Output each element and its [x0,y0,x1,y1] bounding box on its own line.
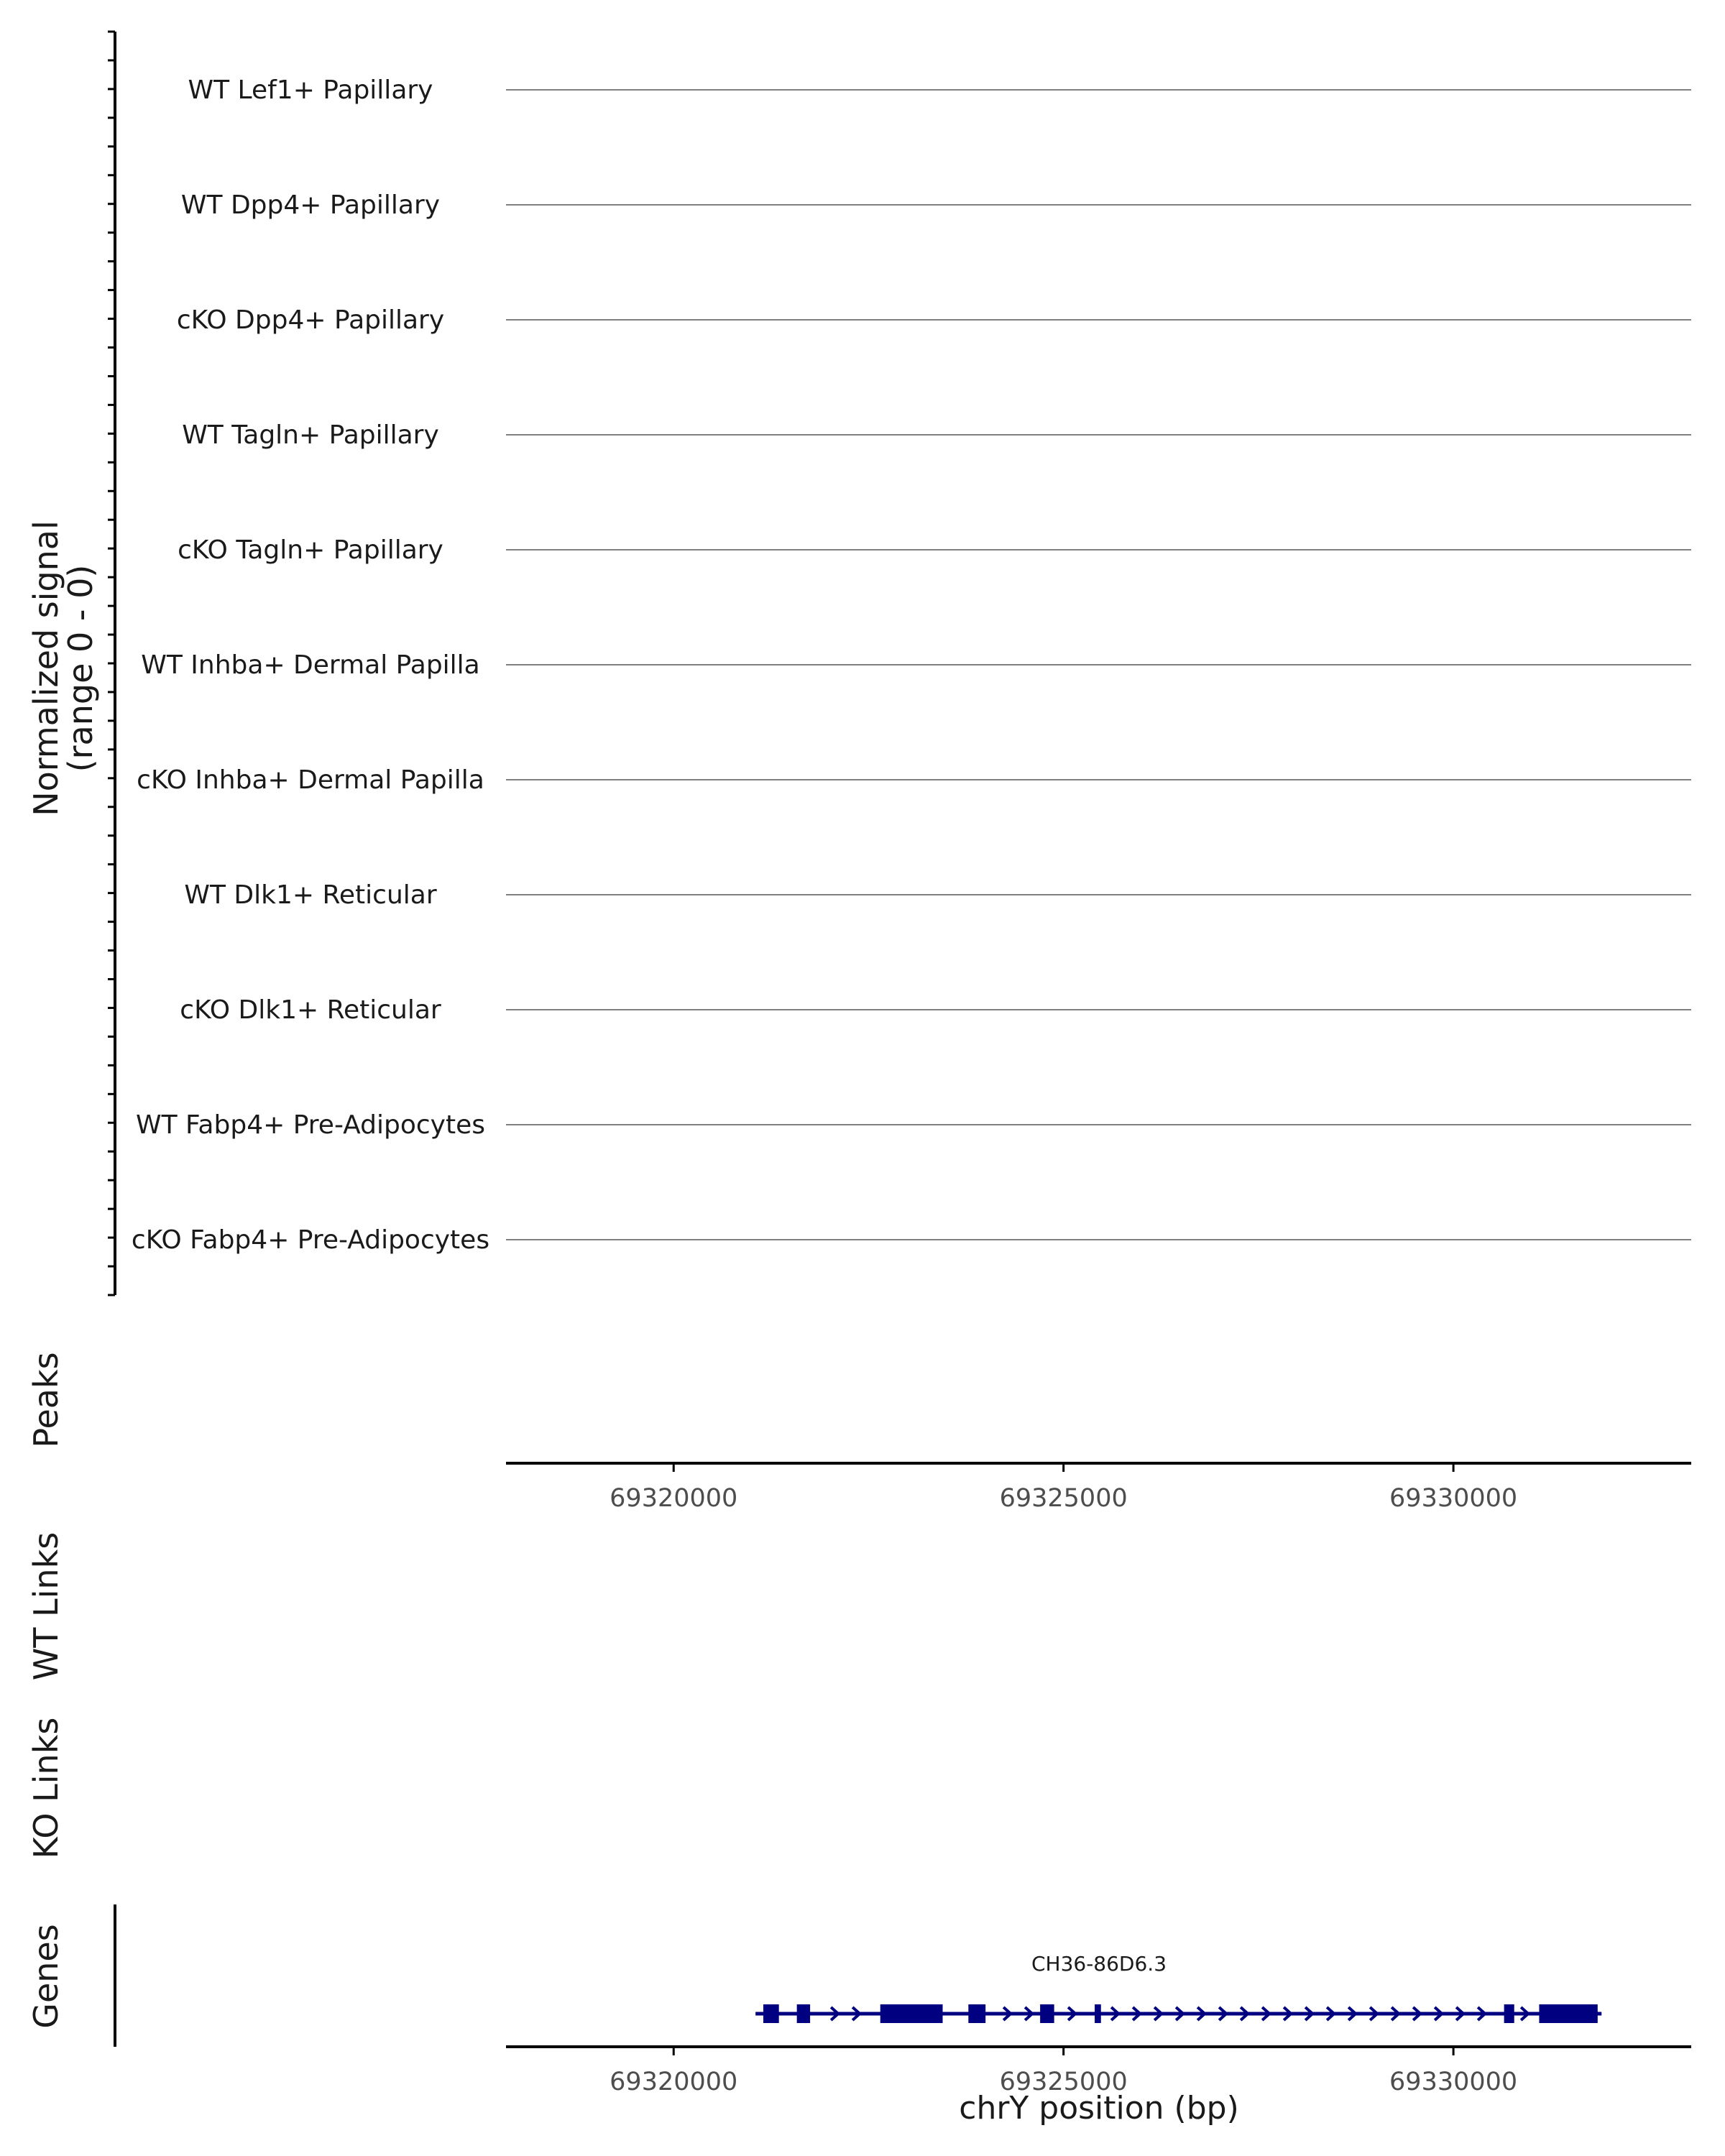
track-label: cKO Fabp4+ Pre-Adipocytes [131,1225,490,1255]
x-axis-tick-label: 69325000 [999,2068,1128,2096]
gene-exon [1095,2004,1101,2023]
track-label: WT Dlk1+ Reticular [184,880,437,910]
track-label: WT Fabp4+ Pre-Adipocytes [136,1110,485,1140]
x-axis-title: chrY position (bp) [959,2090,1239,2127]
genomic-x-axis-peaks [506,1463,1725,1513]
gene-model [755,2004,1601,2023]
ko-links-panel-label: KO Links [27,1717,65,1859]
gene-exon [968,2004,985,2023]
x-axis-tick-label: 69325000 [999,1484,1128,1513]
track-label: cKO Inhba+ Dermal Papilla [137,765,484,795]
gene-name-label: CH36-86D6.3 [1031,1952,1167,1976]
track-label: cKO Tagln+ Papillary [178,535,443,565]
track-label: WT Inhba+ Dermal Papilla [141,650,480,680]
signal-y-axis [108,32,115,1295]
gene-exon [763,2004,779,2023]
wt-links-panel-label: WT Links [27,1531,65,1681]
gene-exon [1504,2004,1514,2023]
track-label: cKO Dpp4+ Papillary [176,305,445,335]
signal-axis-title: Normalized signal [27,520,65,816]
signal-axis-subtitle: (range 0 - 0) [61,564,100,773]
x-axis-tick-label: 69320000 [610,2068,738,2096]
x-axis-tick-label: 69320000 [610,1484,738,1513]
coverage-tracks [132,75,1691,1255]
gene-exon [1539,2004,1597,2023]
gene-exon [1040,2004,1054,2023]
x-axis-tick-label: 69330000 [1389,2068,1518,2096]
track-label: cKO Dlk1+ Reticular [180,995,441,1025]
genes-panel-label: Genes [27,1924,65,2029]
track-label: WT Lef1+ Papillary [188,75,433,105]
gene-exon [797,2004,810,2023]
x-axis-tick-label: 69330000 [1389,1484,1518,1513]
gene-exon [880,2004,943,2023]
genomic-x-axis-genes [506,2047,1725,2096]
track-label: WT Dpp4+ Papillary [180,190,441,220]
track-label: WT Tagln+ Papillary [182,420,439,450]
peaks-panel-label: Peaks [27,1352,65,1448]
